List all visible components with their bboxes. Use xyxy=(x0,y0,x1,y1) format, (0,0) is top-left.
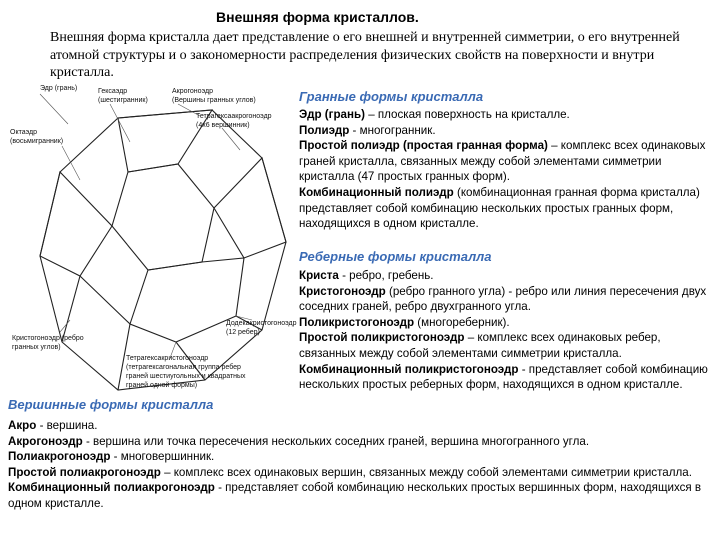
label-dodeka-sub: (12 ребер) xyxy=(226,329,260,336)
crystal-diagram xyxy=(0,80,300,410)
intro-paragraph: Внешняя форма кристалла дает представление о его внешней и внутренней симметрии, о его внутренней атомной структуры и о закономерности распределения физических свойств на поверхности и внутри кристалла. xyxy=(50,30,680,81)
edge-text-1: (ребро гранного угла) - ребро или линия пересечения двух соседних граней, ребро двухгранного угла. xyxy=(299,284,707,314)
page-title: Внешняя форма кристаллов. xyxy=(216,9,419,25)
vert-text-3: – комплекс всех одинаковых вершин, связанных между собой элементами симметрии кристалла. xyxy=(160,465,692,479)
edge-term-4: Комбинационный поликристогоноэдр xyxy=(299,362,519,376)
vert-text-4: - представляет собой комбинацию нескольких простых вершинных форм, находящихся в одном кристалле. xyxy=(8,481,702,510)
edges-section xyxy=(299,268,711,393)
label-kristogonoedr: Кристогоноэдр (ребро xyxy=(12,335,84,342)
label-tetragexa-sub: (4х6 вершинник) xyxy=(196,122,250,129)
label-oktaedr: Октаэдр xyxy=(10,129,38,136)
leader-edr xyxy=(40,94,68,124)
label-tetragexa: Тетрагексаакрогоноэдр xyxy=(196,113,272,120)
square-face-left xyxy=(40,172,112,276)
vert-text-2: - многовершинник. xyxy=(110,450,215,464)
edge-text-4: - представляет собой комбинацию нескольких простых реберных форм, находящихся в одном кристалле. xyxy=(299,362,708,392)
face-term-0: Эдр (грань) xyxy=(299,108,365,121)
face-term-2: Простой полиэдр (простая гранная форма) xyxy=(299,139,548,153)
label-tetra-sub1: (тетрагексагональная группа ребер xyxy=(126,364,241,371)
edge-text-3: – комплекс всех одинаковых ребер, связанных между собой элементами симметрии кристалла. xyxy=(299,331,661,360)
vert-term-0: Акро xyxy=(8,419,37,432)
label-edr: Эдр (грань) xyxy=(40,85,78,92)
edge-text-0: - ребро, гребень. xyxy=(338,269,434,282)
front-hex-face xyxy=(112,164,214,270)
square-face-right xyxy=(214,158,286,258)
edge-text-2: (многореберник). xyxy=(414,315,510,329)
face-text-3: (комбинационная гранная форма кристалла) представляет собой комбинацию нескольких простых гранных форм, находящихся в одном кристалле. xyxy=(299,185,700,231)
edge-term-0: Криста xyxy=(299,269,339,282)
vert-term-4: Комбинационный полиакрогоноэдр xyxy=(8,481,215,495)
vert-text-0: - вершина. xyxy=(36,419,98,432)
label-geksaedr-sub: (шестигранник) xyxy=(98,97,148,104)
edges-heading: Реберные формы кристалла xyxy=(299,249,492,264)
leader-oktaedr xyxy=(62,146,80,180)
face-text-2: – комплекс всех одинаковых граней кристалла, связанных между собой элементами симметрии кристалла (47 простых гранных форм). xyxy=(299,139,706,184)
face-text-1: - многогранник. xyxy=(349,123,436,137)
edge-term-3: Простой поликристогоноэдр xyxy=(299,331,465,345)
label-tetra-sub2: граней шестиугольных и квадратных xyxy=(126,373,246,380)
vert-term-1: Акрогоноэдр xyxy=(8,434,83,448)
crystal-outline xyxy=(40,110,286,390)
face-term-1: Полиэдр xyxy=(299,123,350,137)
label-kristogonoedr-sub: гранных углов) xyxy=(12,344,61,351)
vertices-section xyxy=(8,418,714,512)
vert-term-2: Полиакрогоноэдр xyxy=(8,450,111,464)
edge-term-1: Кристогоноэдр xyxy=(299,284,386,298)
faces-section xyxy=(299,107,711,232)
vertices-heading: Вершинные формы кристалла xyxy=(8,397,214,412)
leader-tetragexa xyxy=(222,128,240,150)
label-akrogonoedr: Акрогоноэдр xyxy=(172,88,213,95)
face-term-3: Комбинационный полиэдр xyxy=(299,185,454,199)
label-oktaedr-sub: (восьмигранник) xyxy=(10,138,64,145)
faces-heading: Гранные формы кристалла xyxy=(299,89,484,104)
label-akrogonoedr-sub: (Вершины гранных углов) xyxy=(172,97,256,104)
label-tetra: Тетрагексакристогоноэдр xyxy=(126,355,209,362)
left-edges xyxy=(62,276,80,342)
face-text-0: – плоская поверхность на кристалле. xyxy=(364,108,570,121)
label-geksaedr: Гексаэдр xyxy=(98,88,128,95)
vert-term-3: Простой полиакрогоноэдр xyxy=(8,465,161,479)
label-tetra-sub3: граней одной формы) xyxy=(126,382,198,389)
edge-term-2: Поликристогоноэдр xyxy=(299,315,415,329)
lower-edges xyxy=(80,276,130,390)
label-dodeka: Додекакристогоноэдр xyxy=(226,320,297,327)
vert-text-1: - вершина или точка пересечения нескольких соседних граней, вершина многогранного угла. xyxy=(82,434,590,448)
